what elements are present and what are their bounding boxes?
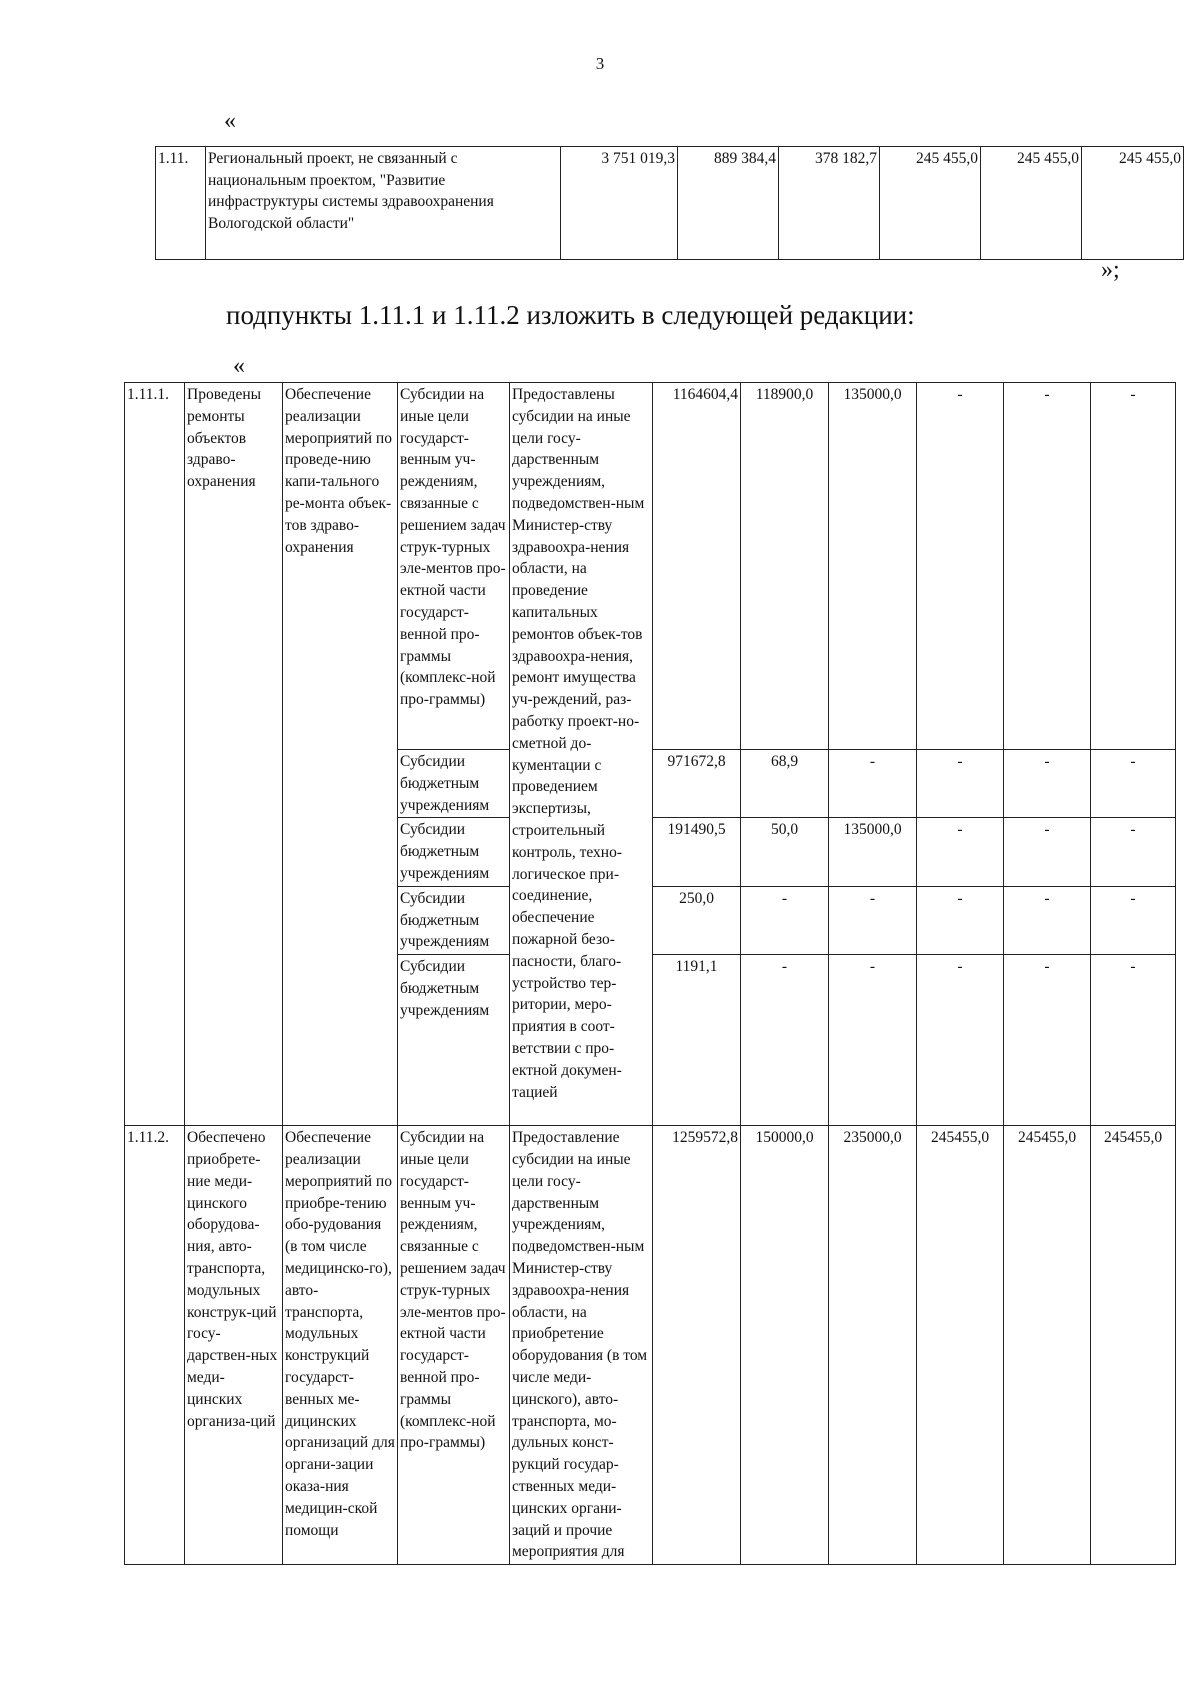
subsidy-type: Субсидии бюджетным учреждениям: [398, 750, 510, 818]
subsidy-type: Субсидии бюджетным учреждениям: [398, 955, 510, 1126]
value-cell: -: [1004, 955, 1091, 1126]
row-number: 1.11.1.: [125, 383, 185, 1126]
value-cell: -: [1004, 383, 1091, 750]
result-name: Обеспечено приобрете-ние меди-цинского оборудова-ния, авто-транспорта, модульных конструк-ций госу-дарствен-ных меди-цинских организа-ций: [185, 1126, 283, 1565]
row-number: 1.11.2.: [125, 1126, 185, 1565]
subsidy-type: Субсидии на иные цели государст-венным уч-реждениям, связанные с решением задач струк-турных эле-ментов про-ектной части государст-венной про-граммы (комплекс-ной про-граммы): [398, 1126, 510, 1565]
value-cell: -: [917, 886, 1004, 954]
value-cell: -: [829, 955, 917, 1126]
value-cell: 68,9: [741, 750, 829, 818]
value-cell: 191490,5: [653, 818, 741, 886]
value-cell: -: [741, 955, 829, 1126]
table-row: [156, 147, 1184, 260]
value-cell: -: [829, 886, 917, 954]
value-cell: 971672,8: [653, 750, 741, 818]
page-number: 3: [595, 54, 605, 73]
value-cell: 3 751 019,3: [561, 147, 678, 260]
value-cell: -: [917, 955, 1004, 1126]
value-cell: 135000,0: [829, 383, 917, 750]
value-cell: -: [1004, 886, 1091, 954]
value-cell: 135000,0: [829, 818, 917, 886]
opening-quote-mark: «: [224, 108, 236, 134]
subitems-table: [124, 382, 1176, 1565]
value-cell: 235000,0: [829, 1126, 917, 1565]
value-cell: -: [917, 383, 1004, 750]
table-row: [125, 1126, 1176, 1565]
value-cell: -: [741, 886, 829, 954]
value-cell: 250,0: [653, 886, 741, 954]
value-cell: 245 455,0: [981, 147, 1082, 260]
value-cell: -: [917, 750, 1004, 818]
value-cell: 1164604,4: [653, 383, 741, 750]
subsidy-type: Субсидии бюджетным учреждениям: [398, 886, 510, 954]
project-name: Региональный проект, не связанный с национальным проектом, "Развитие инфраструктуры системы здравоохранения Вологодской области": [206, 147, 561, 260]
value-cell: -: [1091, 383, 1176, 750]
value-cell: -: [1004, 818, 1091, 886]
instruction-text: подпункты 1.11.1 и 1.11.2 изложить в следующей редакции:: [226, 300, 915, 330]
closing-quote-mark: »;: [1101, 257, 1120, 283]
value-cell: -: [829, 750, 917, 818]
value-cell: 245 455,0: [1082, 147, 1184, 260]
value-cell: 245455,0: [917, 1126, 1004, 1565]
result-name: Проведены ремонты объектов здраво-охранения: [185, 383, 283, 1126]
value-cell: -: [1091, 886, 1176, 954]
value-cell: -: [1091, 955, 1176, 1126]
value-cell: -: [1091, 750, 1176, 818]
value-cell: 150000,0: [741, 1126, 829, 1565]
subsidy-type: Субсидии на иные цели государст-венным уч-реждениям, связанные с решением задач струк-турных эле-ментов про-ектной части государст-венной про-граммы (комплекс-ной про-граммы): [398, 383, 510, 750]
purpose-text: Обеспечение реализации мероприятий по проведе-нию капи-тального ре-монта объек-тов здраво-охранения: [283, 383, 398, 1126]
subsidy-type: Субсидии бюджетным учреждениям: [398, 818, 510, 886]
opening-quote-mark: «: [233, 353, 245, 379]
value-cell: -: [1004, 750, 1091, 818]
value-cell: 50,0: [741, 818, 829, 886]
value-cell: -: [1091, 818, 1176, 886]
purpose-text: Обеспечение реализации мероприятий по приобре-тению обо-рудования (в том числе медицинско-го), авто-транспорта, модульных конструкций государст-венных ме-дицинских организаций для органи-зации оказа-ния медицин-ской помощи: [283, 1126, 398, 1565]
value-cell: 245 455,0: [880, 147, 981, 260]
value-cell: 378 182,7: [779, 147, 880, 260]
value-cell: 889 384,4: [678, 147, 779, 260]
value-cell: 1259572,8: [653, 1126, 741, 1565]
value-cell: 245455,0: [1004, 1126, 1091, 1565]
description-text: Предоставление субсидии на иные цели госу-дарственным учреждениям, подведомствен-ным Министер-ству здравоохра-нения области, на приобретение оборудования (в том числе меди-цинского), авто-транспорта, мо-дульных конст-рукций государ-ственных меди-цинских органи-заций и прочие мероприятия для: [510, 1126, 653, 1565]
value-cell: 1191,1: [653, 955, 741, 1126]
project-summary-table: [155, 146, 1184, 260]
description-text: Предоставлены субсидии на иные цели госу-дарственным учреждениям, подведомствен-ным Министер-ству здравоохра-нения области, на проведение капитальных ремонтов объек-тов здравоохра-нения, ремонт имущества уч-реждений, раз-работку проект-но-сметной до-кументации с проведением экспертизы, строительный контроль, техно-логическое при-соединение, обеспечение пожарной безо-пасности, благо-устройство тер-ритории, меро-приятия в соот-ветствии с про-ектной докумен-тацией: [510, 383, 653, 1126]
table-row: [125, 383, 1176, 750]
value-cell: -: [917, 818, 1004, 886]
value-cell: 118900,0: [741, 383, 829, 750]
row-number: 1.11.: [156, 147, 206, 260]
value-cell: 245455,0: [1091, 1126, 1176, 1565]
